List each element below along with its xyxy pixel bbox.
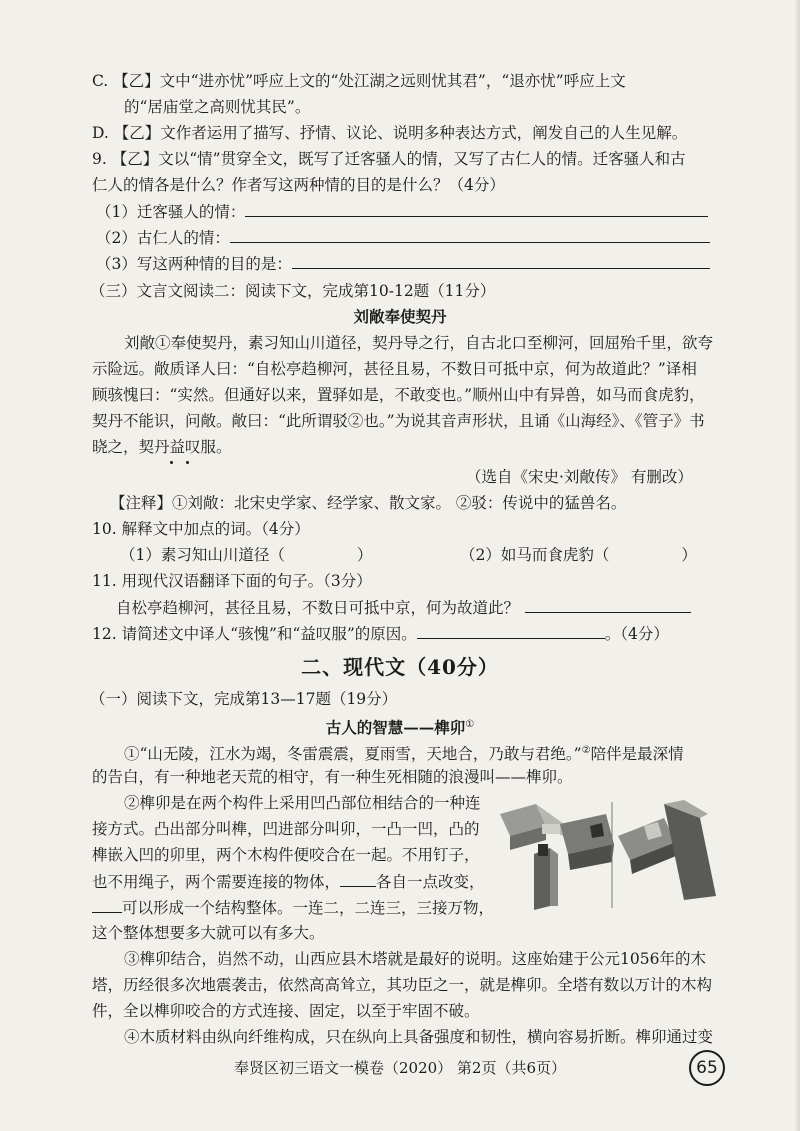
q11-sentence-text: 自松亭趋柳河，甚径且易，不数日可抵中京，何为故道此？ <box>116 599 520 617</box>
q9-item3-answer-line[interactable] <box>292 252 710 269</box>
article-p2-line3: 榫嵌入凹的卯里，两个木构件便咬合在一起。不用钉子， <box>92 846 480 864</box>
article-p2-line2: 接方式。凸出部分叫榫，凹进部分叫卯，一凸一凹，凸的 <box>92 820 480 838</box>
emphasis-dot <box>186 461 189 464</box>
article-p3-line2: 塔，历经很多次地震袭击，依然高高耸立，其功臣之一，就是榫卯。全塔有数以万计的木构 <box>92 976 713 994</box>
section3-para-line3: 顾骇愧曰：“实然。但通好以来，置驿如是，不敢变也。”顺州山中有异兽，如马而食虎豹， <box>92 386 705 404</box>
q9-stem-line2: 仁人的情各是什么？作者写这两种情的目的是什么？（4分） <box>92 176 505 194</box>
article-p2-line4 <box>92 870 485 893</box>
article-p1-line2: 的告白，有一种地老天荒的相守，有一种生死相随的浪漫叫——榫卯。 <box>92 768 573 786</box>
q11-sentence <box>116 596 691 619</box>
q10-item2 <box>460 544 697 566</box>
q9-item3 <box>96 252 710 275</box>
q10-item1-close: ） <box>356 546 373 564</box>
q9-item1-label: （1）迁客骚人的情： <box>96 203 246 221</box>
q8-option-c-line2: 的“居庙堂之高则忧其民”。 <box>124 98 311 116</box>
part2-heading: （一）阅读下文，完成第13—17题（19分） <box>90 690 398 708</box>
article-title-text: 古人的智慧——榫卯 <box>325 718 466 738</box>
article-p2-line6: 这个整体想要多大就可以有多大。 <box>92 924 325 942</box>
p2-blank2[interactable] <box>92 896 122 913</box>
article-p2-line5 <box>92 896 494 919</box>
p1-text: ①“山无陵，江水为竭，冬雷震震，夏雨雪，天地合，乃敢与君绝。” <box>124 745 582 764</box>
page-edge-shadow <box>794 0 800 1131</box>
q11-answer-line[interactable] <box>525 596 691 613</box>
section3-para-line5: 晓之，契丹益叹服。 <box>92 438 232 456</box>
q10-item2-close: ） <box>681 546 697 564</box>
section3-para-line2: 示险远。敞质译人曰：“自松亭趋柳河，甚径且易，不数日可抵中京，何为故道此？”译相 <box>92 360 697 378</box>
p1-footnote: ② <box>581 745 591 756</box>
section3-source: （选自《宋史·刘敞传》 有删改） <box>466 468 693 486</box>
section3-para-line1: 刘敞①奉使契丹，素习知山川道径，契丹导之行，自古北口至柳河，回屈殆千里，欲夸 <box>124 334 714 352</box>
p2-blank1[interactable] <box>340 870 376 887</box>
p1-text-end: 陪伴是最深情 <box>590 745 684 764</box>
page-footer: 奉贤区初三语文一模卷（2020） 第2页（共6页） <box>233 1059 567 1077</box>
section3-title: 刘敞奉使契丹 <box>353 307 447 326</box>
q9-item2-label: （2）古仁人的情： <box>96 229 230 247</box>
q9-item1-answer-line[interactable] <box>245 200 708 217</box>
article-p2-line1: ②榫卯是在两个构件上采用凹凸部位相结合的一种连 <box>124 794 481 812</box>
q12-score: 。（4分） <box>604 625 669 643</box>
q9-item3-label: （3）写这两种情的目的是： <box>96 255 292 273</box>
q10-item1-label: （1）素习知山川道径（ <box>120 546 285 564</box>
q10-item2-label: （2）如马而食虎豹（ <box>460 546 610 564</box>
mortise-tenon-joint-illustration <box>494 796 718 910</box>
article-p1-line1 <box>124 740 684 765</box>
q11-stem: 11. 用现代汉语翻译下面的句子。（3分） <box>92 572 372 590</box>
article-p3-line1: ③榫卯结合，岿然不动，山西应县木塔就是最好的说明。这座始建于公元1056年的木 <box>124 950 706 968</box>
q8-option-c-line1: C. 【乙】文中“进亦忧”呼应上文的“处江湖之远则忧其君”，“退亦忧”呼应上文 <box>92 72 626 90</box>
article-title <box>0 714 800 739</box>
q9-item2 <box>96 226 710 249</box>
page-number-badge: 65 <box>689 1050 725 1086</box>
q12-stem <box>92 622 669 645</box>
article-title-footnote: ① <box>465 719 475 730</box>
p2-line4-b: 各自一点改变， <box>376 873 485 891</box>
article-p3-line3: 件，全以榫卯咬合的方式连接、固定，以至于牢固不破。 <box>92 1002 480 1020</box>
q12-answer-line[interactable] <box>417 622 605 639</box>
q10-item1 <box>120 544 372 566</box>
q10-stem: 10. 解释文中加点的词。（4分） <box>92 520 310 538</box>
section3-note: 【注释】①刘敞：北宋史学家、经学家、散文家。 ②驳：传说中的猛兽名。 <box>110 494 627 512</box>
q9-stem-line1: 9. 【乙】文以“情”贯穿全文，既写了迁客骚人的情，又写了古仁人的情。迁客骚人和古 <box>92 150 686 168</box>
q9-item1 <box>96 200 708 223</box>
article-p4-line1: ④木质材料由纵向纤维构成，只在纵向上具备强度和韧性，横向容易折断。榫卯通过变 <box>124 1028 714 1046</box>
p2-line5-a: 可以形成一个结构整体。一连二，二连三，三接万物， <box>122 899 495 917</box>
section3-para-line4: 契丹不能识，问敞。敞曰：“此所谓驳②也。”为说其音声形状，且诵《山海经》、《管子》书 <box>92 412 705 430</box>
section3-heading: （三）文言文阅读二：阅读下文，完成第10-12题（11分） <box>90 282 496 300</box>
q8-option-d: D. 【乙】文作者运用了描写、抒情、议论、说明多种表达方式，阐发自己的人生见解。 <box>92 124 688 142</box>
q9-item2-answer-line[interactable] <box>230 226 710 243</box>
emphasis-dot <box>170 461 173 464</box>
q12-stem-text: 12. 请简述文中译人“骇愧”和“益叹服”的原因。 <box>92 625 417 643</box>
part2-title: 二、现代文（40分） <box>301 655 499 679</box>
p2-line4-a: 也不用绳子，两个需要连接的物体， <box>92 873 341 891</box>
